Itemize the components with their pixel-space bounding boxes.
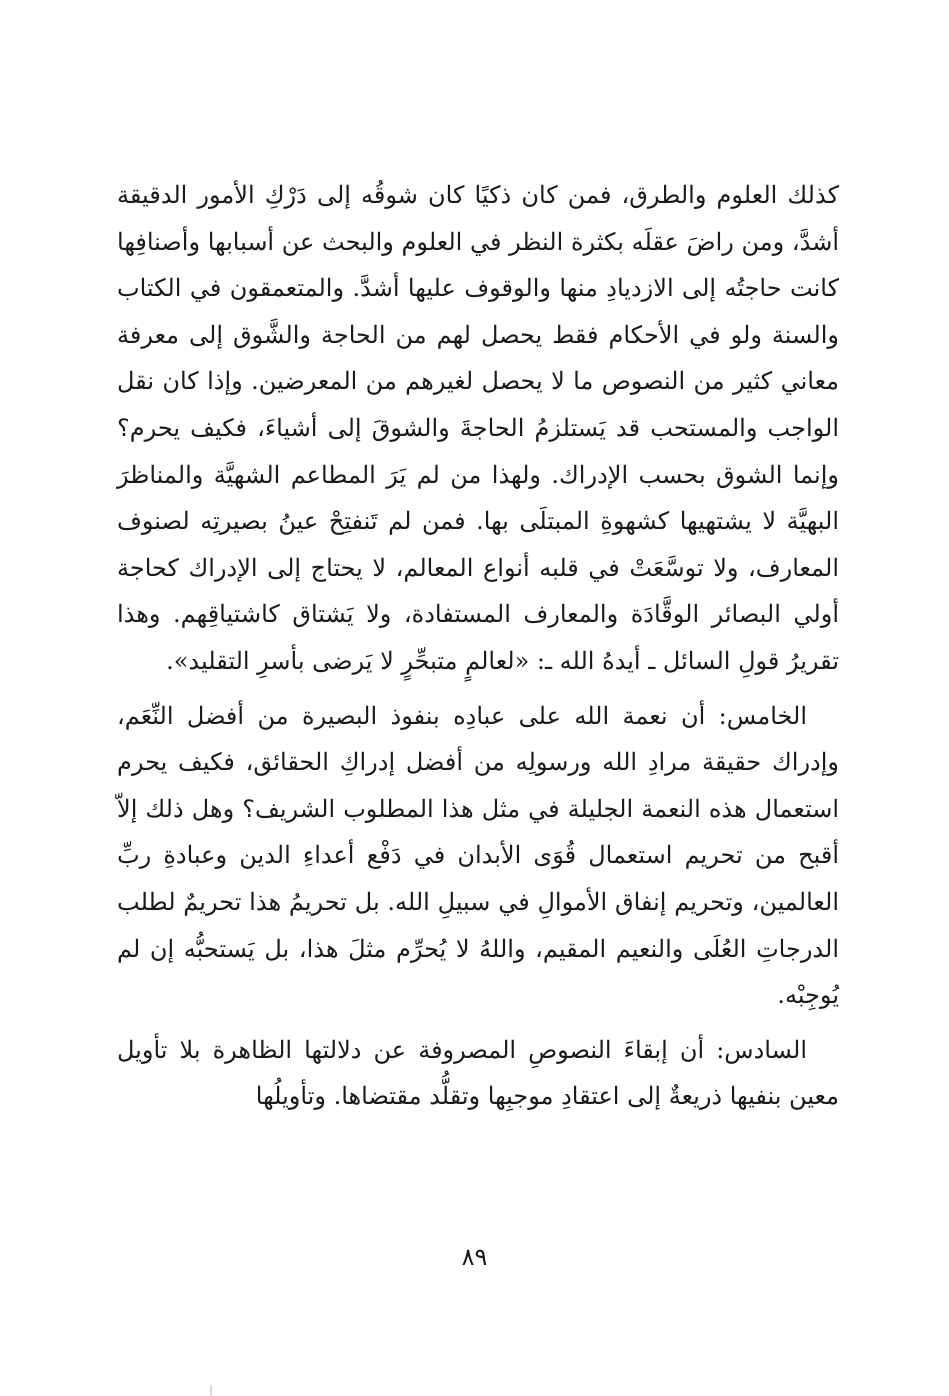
paragraph-fifth: الخامس: أن نعمة الله على عبادِه بنفوذ البصيرة من أفضل النِّعَم، وإدراك حقيقة مرادِ الله ورسولِه من أفضل إدراكِ الحقائق، فكيف يحرم استعمال هذه النعمة الجليلة في مثل هذا المطلوب الشريف؟ وهل ذلك إلاّ أقبح من تحريم استعمال قُوَى الأبدان في دَفْع أعداءِ الدين وعبادةِ ربِّ العالمين، وتحريم إنفاق الأموالِ في سبيلِ الله. بل تحريمُ هذا تحريمٌ لطلب الدرجاتِ العُلَى والنعيم المقيم، واللهُ لا يُحرِّم مثلَ هذا، بل يَستحبُّه إن لم يُوجِبْه. [117, 701, 839, 1010]
paragraph-sixth: السادس: أن إبقاءَ النصوصِ المصروفة عن دلالتها الظاهرة بلا تأويل معين بنفيها ذريعةٌ إلى اعتقادِ موجبِها وتقلُّد مقتضاها. وتأويلُها [117, 1035, 839, 1111]
scan-artifact-mark [210, 1385, 212, 1396]
body-text [117, 172, 839, 1120]
page-number: ٨٩ [461, 1243, 488, 1271]
paragraph-continued: كذلك العلوم والطرق، فمن كان ذكيًا كان شوقُه إلى دَرْكِ الأمور الدقيقة أشدَّ، ومن راضَ عقلَه بكثرة النظر في العلوم والبحث عن أسبابها وأصنافِها كانت حاجتُه إلى الازديادِ منها والوقوف عليها أشدَّ. والمتعمقون في الكتاب والسنة ولو في الأحكام فقط يحصل لهم من الحاجة والشَّوق إلى معرفة معاني كثير من النصوص ما لا يحصل لغيرهم من المعرضين. وإذا كان نقل الواجب والمستحب قد يَستلزمُ الحاجةَ والشوقَ إلى أشياءَ، فكيف يحرم؟ وإنما الشوق بحسب الإدراك. ولهذا من لم يَرَ المطاعم الشهيَّة والمناظرَ البهيَّة لا يشتهيها كشهوةِ المبتلَى بها. فمن لم تَنفتِحْ عينُ بصيرتِه لصنوف المعارف، ولا توسَّعَتْ في قلبه أنواع المعالم، لا يحتاج إلى الإدراك كحاجة أولي البصائر الوقَّادَة والمعارف المستفادة، ولا يَشتاق كاشتياقِهم. وهذا تقريرُ قولِ السائل ـ أيدهُ الله ـ: «لعالمٍ متبحِّرٍ لا يَرضى بأسرِ التقليد». [117, 181, 840, 675]
